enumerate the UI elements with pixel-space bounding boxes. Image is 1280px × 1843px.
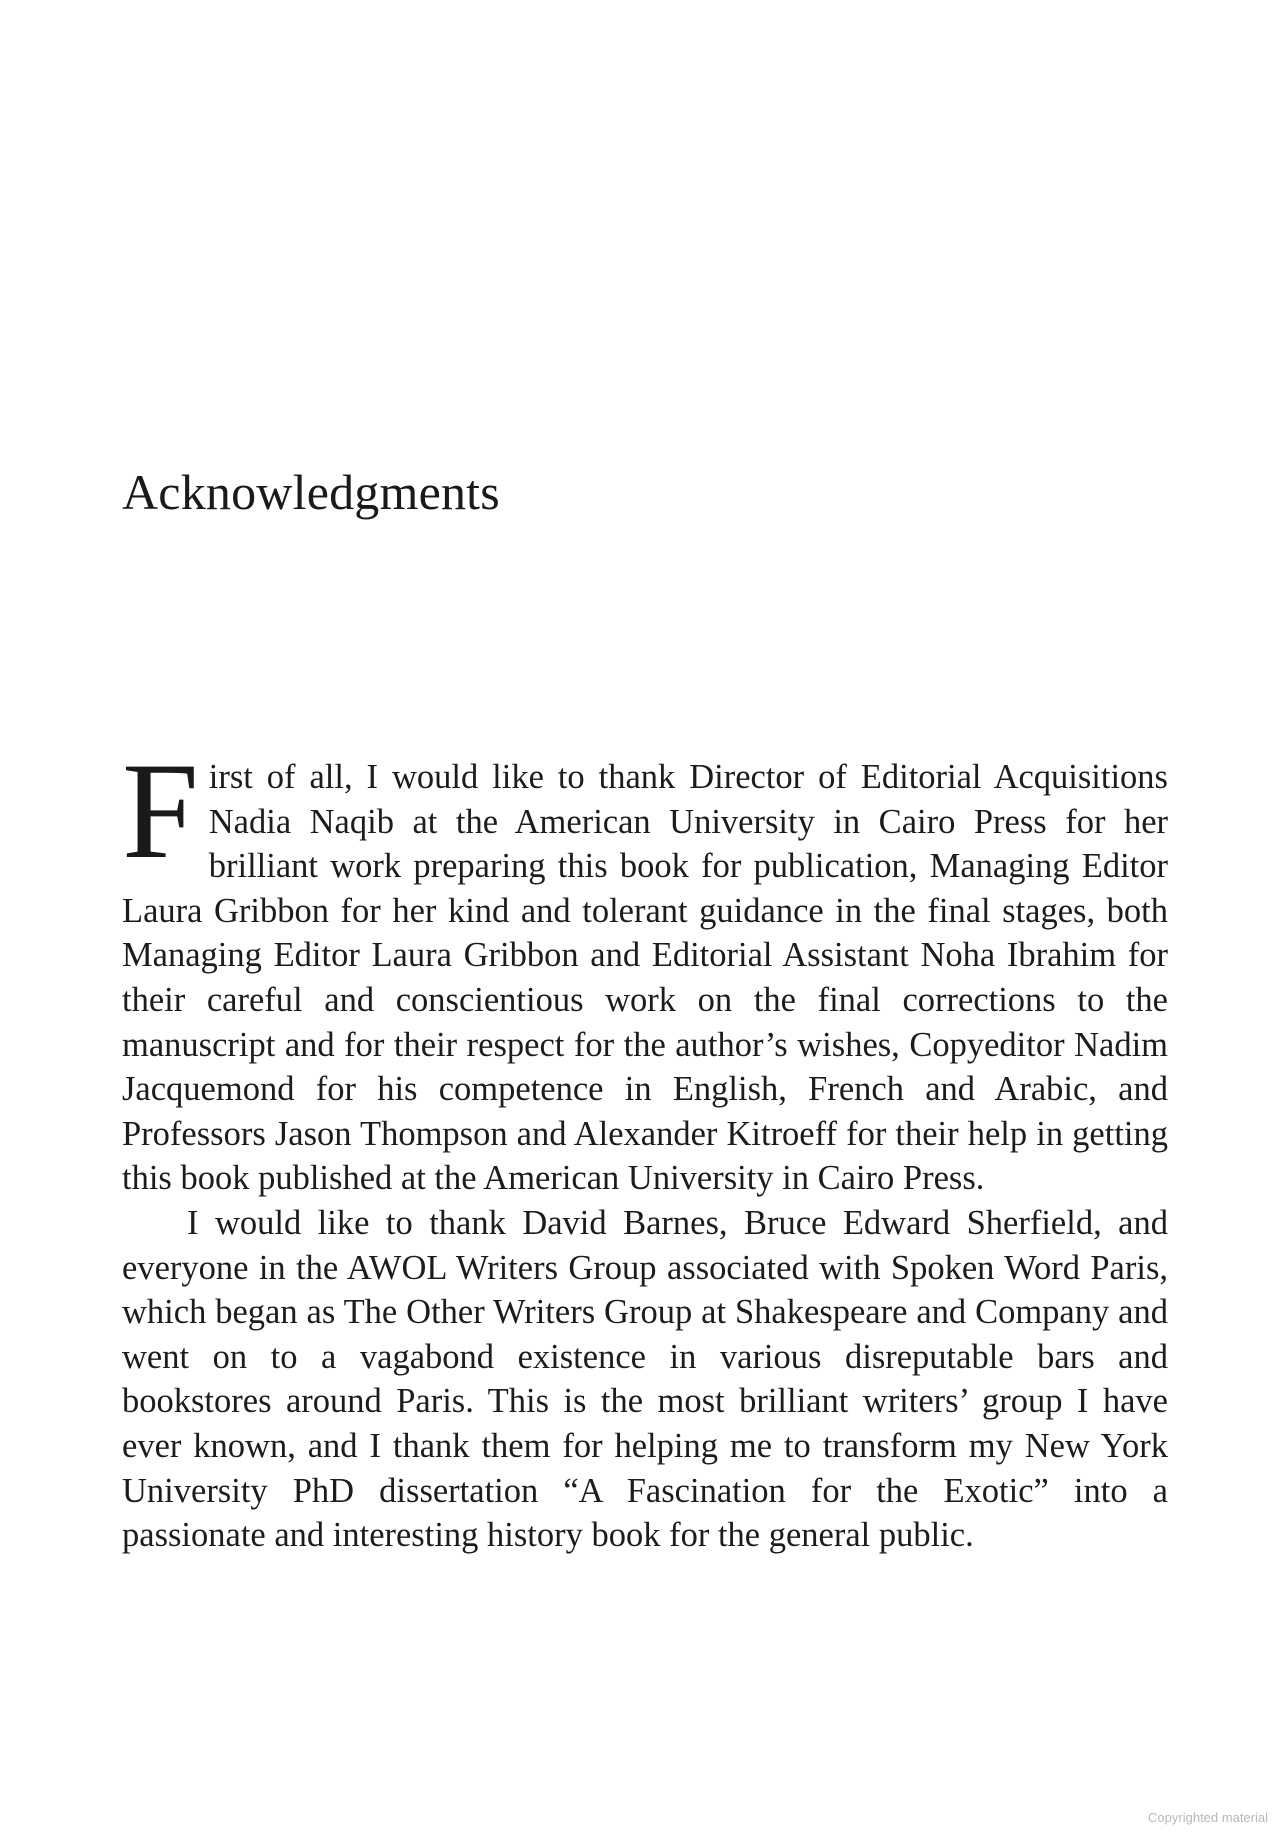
- drop-cap: F: [122, 734, 199, 887]
- copyright-watermark: Copyrighted material: [1148, 1810, 1268, 1825]
- paragraph-1: [122, 734, 1168, 1201]
- paragraph-1-text: irst of all, I would like to thank Director of Editorial Acquisitions Nadia Naqib at the American University in Cairo Press for her brilliant work preparing this book for publication, Managing Editor Laura Gribbon for her kind and tolerant guidance in the final stages, both Managing Editor Laura Gribbon and Editorial Assistant Noha Ibrahim for their careful and conscientious work on the final corrections to the manuscript and for their respect for the author’s wishes, Copyeditor Nadim Jacquemond for his competence in English, French and Arabic, and Professors Jason Thompson and Alexander Kitroeff for their help in getting this book published at the American University in Cairo Press.: [122, 758, 1168, 1198]
- body-text: [122, 734, 1168, 1558]
- chapter-title: Acknowledgments: [122, 464, 500, 520]
- paragraph-2: I would like to thank David Barnes, Bruce Edward Sherfield, and everyone in the AWOL Writers Group associated with Spoken Word Paris, which began as The Other Writers Group at Shakespeare and Company and went on to a vagabond existence in various disreputable bars and bookstores around Paris. This is the most brilliant writers’ group I have ever known, and I thank them for helping me to transform my New York University PhD dissertation “A Fascination for the Exotic” into a passionate and interesting history book for the general public.: [122, 1203, 1168, 1555]
